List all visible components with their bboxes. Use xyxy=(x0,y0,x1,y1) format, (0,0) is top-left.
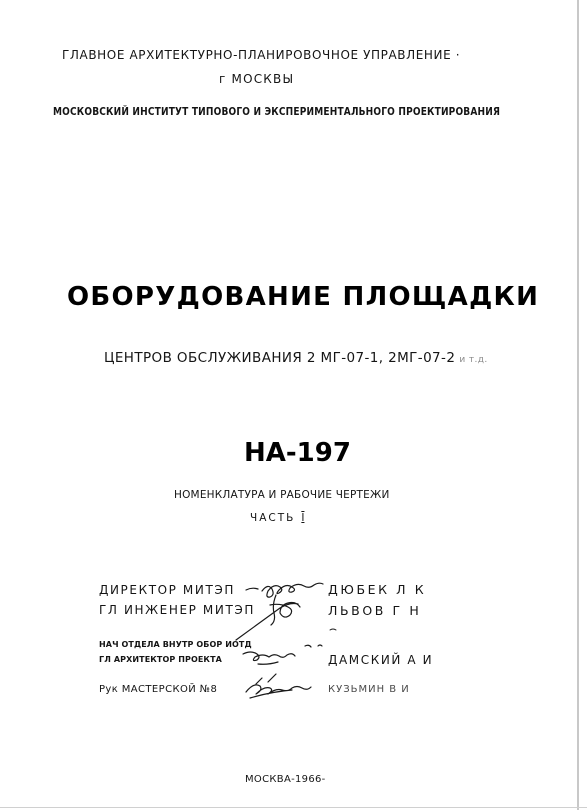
signature-workshop-head xyxy=(246,674,311,698)
subtitle-faint-text: и т.д. xyxy=(459,355,488,365)
signatory-name-director: ДЮБЕК Л К xyxy=(328,582,427,597)
subtitle-text: ЦЕНТРОВ ОБСЛУЖИВАНИЯ 2 МГ-07-1, 2МГ-07-2 xyxy=(104,350,456,366)
part-label-text: ЧАСТЬ xyxy=(250,512,296,524)
signature-director xyxy=(246,583,323,597)
organization-line-1: ГЛАВНОЕ АРХИТЕКТУРНО-ПЛАНИРОВОЧНОЕ УПРАВЛЕНИЕ · xyxy=(62,48,461,62)
city-year: МОСКВА-1966- xyxy=(245,774,326,785)
document-title: ОБОРУДОВАНИЕ ПЛОЩАДКИ xyxy=(67,282,540,312)
organization-line-2: г МОСКВЫ xyxy=(219,72,295,86)
signatory-role-workshop-head: Рук МАСТЕРСКОЙ №8 xyxy=(99,684,218,695)
document-code: НА-197 xyxy=(244,438,351,468)
institute-name: МОСКОВСКИЙ ИНСТИТУТ ТИПОВОГО И ЭКСПЕРИМЕНТАЛЬНОГО ПРОЕКТИРОВАНИЯ xyxy=(53,106,501,118)
signatory-name-workshop-head: КУЗЬМИН В И xyxy=(328,684,410,695)
part-number: I xyxy=(301,512,305,524)
signature-chief-engineer xyxy=(236,595,300,640)
signatory-name-chief-engineer: ЛЬВОВ Г Н xyxy=(328,603,422,618)
signature-department-head xyxy=(243,645,322,664)
contents-description: НОМЕНКЛАТУРА И РАБОЧИЕ ЧЕРТЕЖИ xyxy=(174,489,390,501)
signatory-role-director: ДИРЕКТОР МИТЭП xyxy=(99,583,235,597)
signatory-role-chief-engineer: ГЛ ИНЖЕНЕР МИТЭП xyxy=(99,603,255,617)
signatory-role-chief-architect: ГЛ АРХИТЕКТОР ПРОЕКТА xyxy=(99,655,222,664)
signatory-role-department-head: НАЧ ОТДЕЛА ВНУТР ОБОР ИОТД xyxy=(99,640,252,649)
signatory-name-chief-architect: ДАМСКИЙ А И xyxy=(328,653,434,667)
stray-mark xyxy=(330,629,336,630)
